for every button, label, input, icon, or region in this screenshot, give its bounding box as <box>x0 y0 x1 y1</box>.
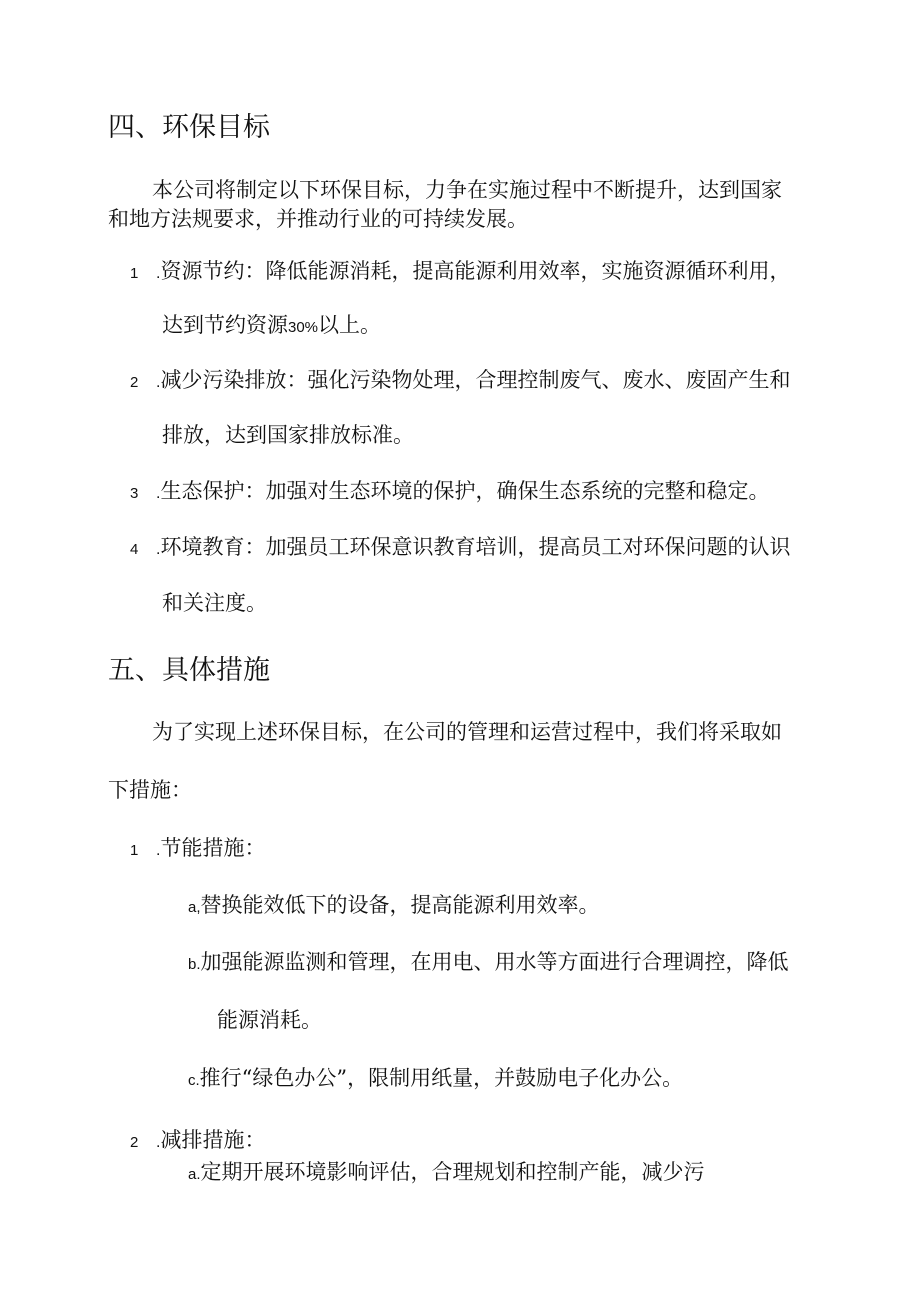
goal-item-1-number: 1 <box>130 265 139 282</box>
measure-group-2-label: 减排措施： <box>160 1128 266 1152</box>
measure-1b-text: 加强能源监测和管理，在用电、用水等方面进行合理调控，降低 <box>200 950 789 974</box>
goal-item-1-dot: . <box>156 265 161 282</box>
goal-item-2-text: 减少污染排放：强化污染物处理，合理控制废气、废水、废固产生和 <box>160 368 791 392</box>
section-5-title: 五、具体措施 <box>108 655 270 686</box>
goal-item-1 <box>130 257 790 288</box>
goal-item-4-text: 环境教育：加强员工环保意识教育培训，提高员工对环保问题的认识 <box>160 535 791 559</box>
measure-group-1 <box>130 834 265 865</box>
measure-1a-marker: a, <box>188 899 201 916</box>
goal-item-3-dot: . <box>156 485 161 502</box>
goal-item-1-continuation <box>162 311 381 342</box>
measure-2a <box>188 1158 705 1189</box>
goal-item-4-dot: . <box>156 541 161 558</box>
goal-item-1-line2-pre: 达到节约资源 <box>162 313 288 337</box>
section-5-intro-line-1: 为了实现上述环保目标，在公司的管理和运营过程中，我们将采取如 <box>152 720 782 744</box>
measure-2a-text: 定期开展环境影响评估，合理规划和控制产能，减少污 <box>200 1160 705 1184</box>
goal-item-2 <box>130 366 790 397</box>
section-4-intro-line-1: 本公司将制定以下环保目标，力争在实施过程中不断提升，达到国家 <box>152 178 782 202</box>
goal-item-3-number: 3 <box>130 485 139 502</box>
measure-1c-marker: c. <box>188 1072 200 1089</box>
section-5-intro-line-2: 下措施： <box>108 778 192 802</box>
goal-item-1-text: 资源节约：降低能源消耗，提高能源利用效率，实施资源循环利用， <box>160 259 791 283</box>
goal-item-1-percentage: 30% <box>288 319 319 336</box>
goal-item-3 <box>130 477 769 508</box>
measure-1c <box>188 1064 683 1095</box>
measure-1b <box>188 948 789 979</box>
goal-item-2-number: 2 <box>130 374 139 391</box>
goal-item-4-number: 4 <box>130 541 139 558</box>
measure-1a <box>188 891 600 922</box>
measure-group-1-dot: . <box>156 842 161 859</box>
measure-group-1-number: 1 <box>130 842 139 859</box>
goal-item-3-text: 生态保护：加强对生态环境的保护，确保生态系统的完整和稳定。 <box>160 479 770 503</box>
measure-1b-marker: b. <box>188 956 201 973</box>
measure-2a-marker: a. <box>188 1166 201 1183</box>
measure-group-2-dot: . <box>156 1134 161 1151</box>
goal-item-2-continuation: 排放，达到国家排放标准。 <box>162 423 414 447</box>
goal-item-2-dot: . <box>156 374 161 391</box>
section-4-intro-line-2: 和地方法规要求，并推动行业的可持续发展。 <box>108 207 528 231</box>
measure-1b-continuation: 能源消耗。 <box>217 1008 322 1032</box>
measure-1c-text: 推行“绿色办公”，限制用纸量，并鼓励电子化办公。 <box>199 1066 684 1090</box>
measure-group-2-number: 2 <box>130 1134 139 1151</box>
goal-item-1-line2-post: 以上。 <box>318 313 382 337</box>
measure-group-2 <box>130 1126 265 1157</box>
measure-group-1-label: 节能措施： <box>160 836 266 860</box>
measure-1a-text: 替换能效低下的设备，提高能源利用效率。 <box>200 893 600 917</box>
goal-item-4 <box>130 533 790 564</box>
goal-item-4-continuation: 和关注度。 <box>162 591 267 615</box>
section-4-title: 四、环保目标 <box>108 112 270 143</box>
